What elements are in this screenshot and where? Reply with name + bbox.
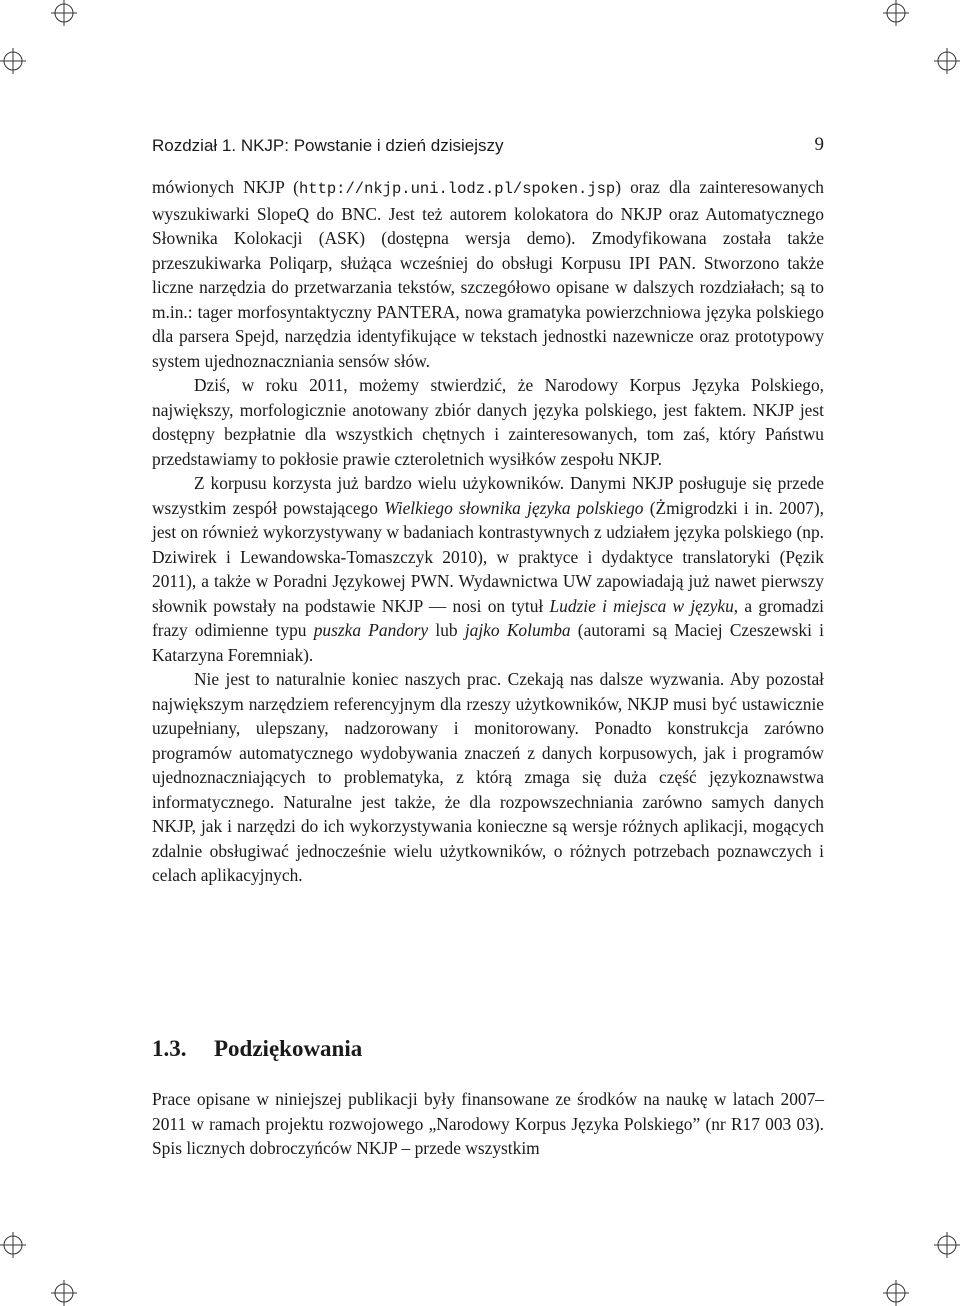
registration-mark-icon	[934, 1232, 960, 1258]
italic-phrase: puszka Pandory	[313, 620, 429, 640]
text-run: , a gromadzi frazy odimienne typu	[152, 595, 825, 640]
section-heading	[152, 1036, 824, 1062]
text-run: Z korpusu korzysta już bardzo wielu użykowników. Danymi NKJP posługuje się przede wszystkim zespół powstającego	[152, 473, 824, 518]
registration-mark-icon	[934, 48, 960, 74]
registration-mark-icon	[883, 0, 909, 26]
registration-mark-icon	[51, 0, 77, 26]
registration-mark-icon	[51, 1280, 77, 1306]
registration-mark-icon	[883, 1280, 909, 1306]
paragraph-5: Prace opisane w niniejszej publikacji były finansowane ze środków na naukę w latach 2007–2011 w ramach projektu rozwojowego „Narodowy Korpus Języka Polskiego” (nr R17 003 03). Spis licznych dobroczyńców NKJP – przede wszystkim	[152, 1089, 824, 1158]
italic-title: Ludzie i miejsca w języku	[549, 595, 734, 616]
page-number: 9	[814, 134, 824, 155]
body-text	[152, 175, 824, 888]
text-run: (autorami są Maciej Czeszewski i Katarzyna Foremniak).	[152, 620, 824, 665]
italic-title: Wielkiego słownika języka polskiego	[384, 497, 644, 518]
registration-mark-icon	[0, 1232, 26, 1258]
text-run: (Żmigrodzki i in. 2007), jest on również wykorzystywany w badaniach kontrastywnych z udziałem języka polskiego (np. Dziwirek i Lewandowska-Tomaszczyk 2010), w praktyce i dydaktyce translatoryki (Pęzik 2011), a także w Poradni Językowej PWN. Wydawnictwa UW zapowiadają już nawet pierwszy słownik powstały na podstawie NKJP — nosi on tytuł	[152, 497, 824, 616]
registration-mark-icon	[0, 48, 26, 74]
section-body	[152, 1087, 824, 1161]
section-title: Podziękowania	[214, 1036, 363, 1061]
text-run: mówionych NKJP (	[152, 177, 299, 197]
text-run: ) oraz dla zainteresowanych wyszukiwarki SlopeQ do BNC. Jest też autorem kolokatora do NKJP oraz Automatycznego Słownika Kolokacji (ASK) (dostępna wersja demo). Zmodyfikowana została także przeszukiwarka Poliqarp, służąca wcześniej do obsługi Korpusu IPI PAN. Stworzono także liczne narzędzia do przetwarzania tekstów, szczegółowo opisane w dalszych rozdziałach; są to m.in.: tager morfosyntaktyczny PANTERA, nowa gramatyka powierzchniowa języka polskiego dla parsera Spejd, narzędzia identyfikujące w tekstach jednostki nazewnicze oraz prototypowy system ujednoznaczniania sensów słów.	[152, 177, 824, 371]
paragraph-4: Nie jest to naturalnie koniec naszych prac. Czekają nas dalsze wyzwania. Aby pozostał największym narzędziem referencyjnym dla rzeszy użytkowników, NKJP musi być ustawicznie uzupełniany, ulepszany, nadzorowany i monitorowany. Ponadto konstrukcja zarówno programów automatycznego wydobywania znaczeń z danych korpusowych, jak i programów ujednoznaczniających to problematyka, z którą zmaga się duża część językoznawstwa informatycznego. Naturalne jest także, że dla rozpowszechniania zarówno samych danych NKJP, jak i narzędzi do ich wykorzystywania konieczne są wersje różnych aplikacji, mogących zdalnie obsługiwać jednocześnie wielu użytkowników, o różnych potrzebach poznawczych i celach aplikacyjnych.	[152, 669, 824, 885]
paragraph-2: Dziś, w roku 2011, możemy stwierdzić, że Narodowy Korpus Języka Polskiego, największy, morfologicznie anotowany zbiór danych języka polskiego, jest faktem. NKJP jest dostępny bezpłatnie dla wszystkich chętnych i zainteresowanych, tom zaś, który Państwu przedstawiamy to pokłosie prawie czteroletnich wysiłków zespołu NKJP.	[152, 375, 824, 469]
paragraph-3	[152, 471, 824, 667]
italic-phrase: jajko Kolumba	[464, 620, 571, 640]
running-head	[152, 134, 824, 160]
spoken-corpus-url: http://nkjp.uni.lodz.pl/spoken.jsp	[298, 180, 616, 198]
section-number: 1.3.	[152, 1036, 187, 1061]
paragraph-1	[152, 175, 824, 373]
chapter-title: Rozdział 1. NKJP: Powstanie i dzień dzisiejszy	[152, 136, 504, 155]
text-run: lub	[428, 620, 465, 640]
